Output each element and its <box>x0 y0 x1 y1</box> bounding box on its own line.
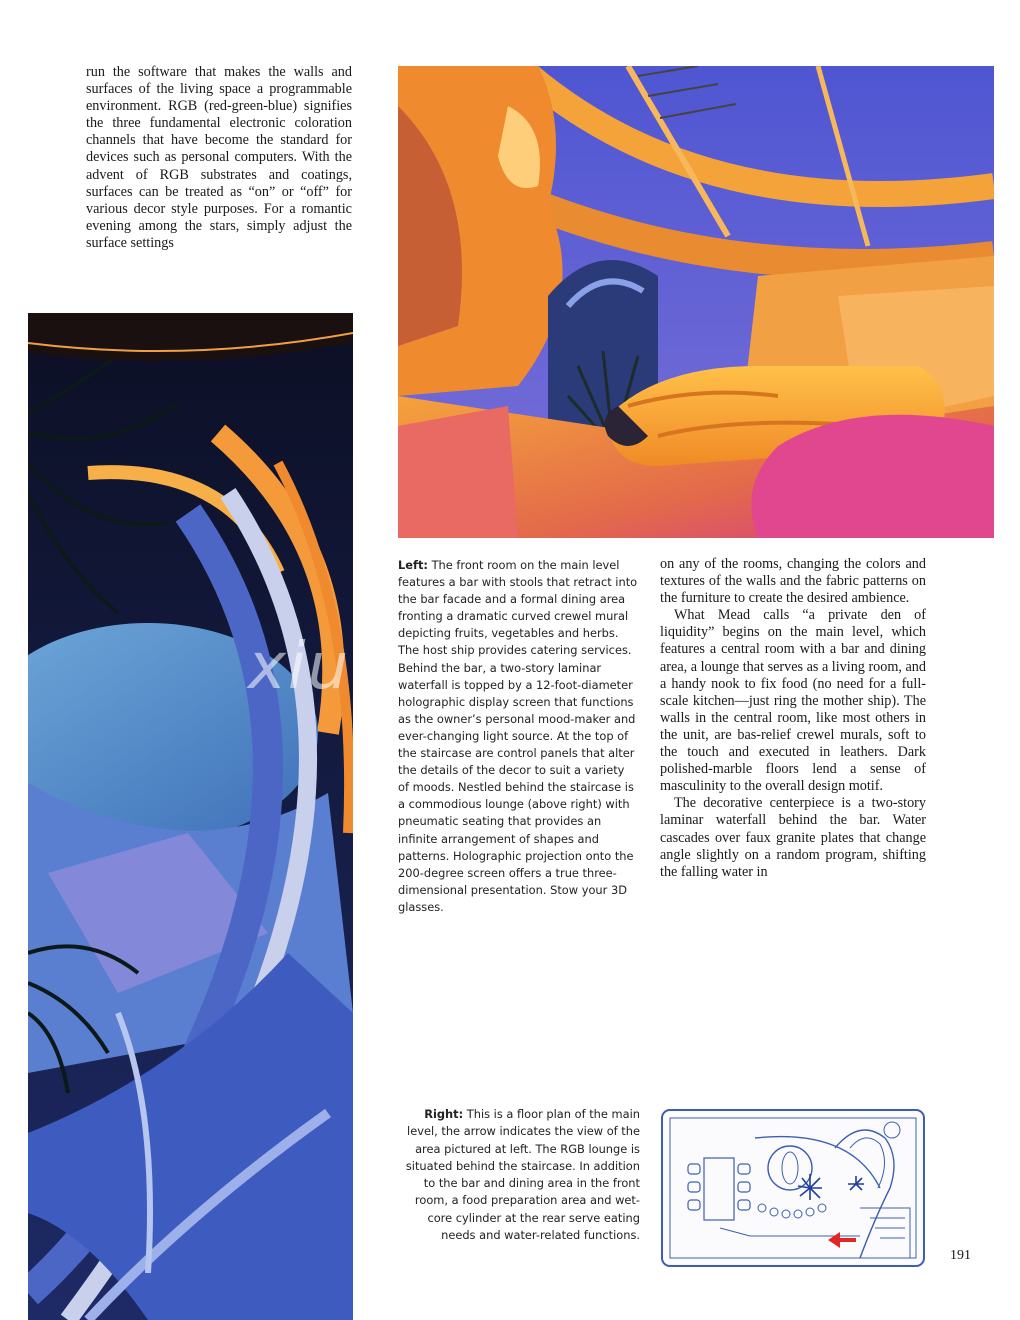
caption-left <box>398 557 638 916</box>
floor-plan <box>660 1108 926 1268</box>
page-number: 191 <box>950 1248 971 1263</box>
front-room-illustration <box>28 313 353 1320</box>
watermark: xiu <box>248 630 351 704</box>
caption-left-text: The front room on the main level features a bar with stools that retract into the bar facade and a formal dining area fronting a dramatic curved crewel mural depicting fruits, vegetables and herbs. The host ship provides catering services. Behind the bar, a two-story laminar waterfall is topped by a 12-foot-diameter holographic display screen that functions as the owner’s personal mood-maker and ever-changing light source. At the top of the staircase are control panels that alter the details of the decor to suit a variety of moods. Nestled behind the staircase is a commodious lounge (above right) with pneumatic seating that provides an infinite arrangement of shapes and patterns. Holographic projection onto the 200-degree screen offers a true three-dimensional presentation. Stow your 3D glasses. <box>398 558 638 914</box>
body-column <box>660 556 926 881</box>
floor-plan-svg <box>660 1108 926 1268</box>
caption-right-text: This is a floor plan of the main level, the arrow indicates the view of the area pictured at left. The RGB lounge is situated behind the staircase. In addition to the bar and dining area in the front room, a food preparation area and wet-core cylinder at the rear serve eating needs and water-related functions. <box>405 1107 640 1243</box>
caption-right <box>400 1106 640 1244</box>
body-paragraph-2: What Mead calls “a private den of liquidity” begins on the main level, which features a central room with a bar and dining area, a lounge that serves as a living room, and a handy nook to fix food (no need for a full-scale kitchen—just ring the mother ship). The walls in the central room, like most others in the unit, are bas-relief crewel murals, soft to the touch and executed in leathers. Dark polished-marble floors lend a sense of masculinity to the overall design motif. <box>660 607 926 795</box>
lounge-illustration <box>398 66 994 538</box>
intro-text: run the software that makes the walls and surfaces of the living space a programmable environment. RGB (red-green-blue) signifies the three fundamental electronic coloration channels that have become the standard for devices such as personal computers. With the advent of RGB substrates and coatings, surfaces can be treated as “on” or “off” for various decor style purposes. For a romantic evening among the stars, simply adjust the surface settings <box>86 64 352 251</box>
lounge-illustration-svg <box>398 66 994 538</box>
front-room-illustration-svg <box>28 313 353 1320</box>
body-paragraph-1: on any of the rooms, changing the colors and textures of the walls and the fabric patterns on the furniture to create the desired ambience. <box>660 556 926 607</box>
intro-paragraph <box>86 64 352 252</box>
caption-right-lead: Right: <box>424 1107 464 1121</box>
body-paragraph-3: The decorative centerpiece is a two-story laminar waterfall behind the bar. Water cascades over faux granite plates that change angle slightly on a random program, shifting the falling water in <box>660 795 926 880</box>
caption-left-lead: Left: <box>398 558 428 572</box>
